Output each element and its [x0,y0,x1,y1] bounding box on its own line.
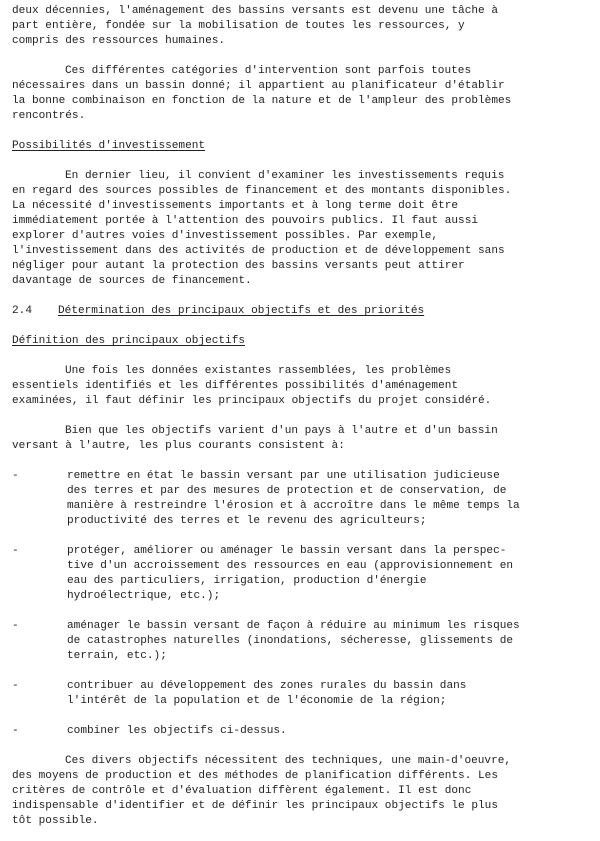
section-title: Détermination des principaux objectifs et des priorités [58,305,425,317]
subheading-text: Possibilités d'investissement [12,140,206,152]
bullet-item [12,679,600,709]
text-line: en regard des sources possibles de financement et des montants disponibles. [12,185,512,197]
text-line: des moyens de production et des méthodes de planification différents. Les [12,770,498,782]
bullet-dash: - [12,680,19,692]
text-line: davantage de sources de financement. [12,275,252,287]
blank-line [12,49,600,64]
text-line: la bonne combinaison en fonction de la nature et de l'ampleur des problèmes [12,95,512,107]
text-line: part entière, fondée sur la mobilisation de toutes les ressources, y [12,20,465,32]
bullet-dash: - [12,725,19,737]
text-line: Bien que les objectifs varient d'un pays à l'autre et d'un bassin [65,425,498,437]
blank-line [12,154,600,169]
paragraph [12,754,600,829]
subheading [12,139,600,154]
blank-line [12,604,600,619]
section-heading [12,304,600,319]
paragraph [12,64,600,124]
text-line: En dernier lieu, il convient d'examiner les investissements requis [65,170,505,182]
subheading [12,334,600,349]
text-line: critères de contrôle et d'évaluation diffèrent également. Il est donc [12,785,472,797]
text-line: examinées, il faut définir les principaux objectifs du projet considéré. [12,395,492,407]
text-line: essentiels identifiés et les différentes possibilités d'aménagement [12,380,459,392]
paragraph [12,424,600,454]
paragraph [12,169,600,289]
paragraph [12,364,600,409]
text-line: des terres et par des mesures de protection et de conservation, de [67,485,507,497]
text-line: eau des particuliers, irrigation, production d'énergie [67,575,427,587]
text-line: versant à l'autre, les plus courants consistent à: [12,440,345,452]
text-line: compris des ressources humaines. [12,35,226,47]
text-line: nécessaires dans un bassin donné; il appartient au planificateur d'établir [12,80,505,92]
text-line: de catastrophes naturelles (inondations, sécheresse, glissements de [67,635,514,647]
bullet-item [12,544,600,604]
blank-line [12,124,600,139]
blank-line [12,409,600,424]
document-page [12,4,600,829]
blank-line [12,454,600,469]
section-number: 2.4 [12,305,32,317]
text-line: explorer d'autres voies d'investissement possibles. Par exemple, [12,230,439,242]
text-line: tive d'un accroissement des ressources en eau (approvisionnement en [67,560,514,572]
blank-line [12,289,600,304]
blank-line [12,349,600,364]
text-line: Une fois les données existantes rassemblées, les problèmes [65,365,452,377]
text-line: combiner les objectifs ci-dessus. [67,725,287,737]
text-line: négliger pour autant la protection des bassins versants peut attirer [12,260,465,272]
bullet-item [12,469,600,529]
blank-line [12,529,600,544]
text-line: protéger, améliorer ou aménager le bassin versant dans la perspec- [67,545,507,557]
text-line: terrain, etc.); [67,650,167,662]
text-line: deux décennies, l'aménagement des bassins versants est devenu une tâche à [12,5,498,17]
blank-line [12,664,600,679]
bullet-dash: - [12,620,19,632]
blank-line [12,709,600,724]
text-line: hydroélectrique, etc.); [67,590,221,602]
bullet-dash: - [12,470,19,482]
text-line: contribuer au développement des zones rurales du bassin dans [67,680,467,692]
text-line: aménager le bassin versant de façon à réduire au minimum les risques [67,620,520,632]
blank-line [12,739,600,754]
text-line: l'investissement dans des activités de production et de développement sans [12,245,505,257]
text-line: remettre en état le bassin versant par une utilisation judicieuse [67,470,500,482]
paragraph [12,4,600,49]
text-line: Ces divers objectifs nécessitent des techniques, une main-d'oeuvre, [65,755,512,767]
text-line: rencontrés. [12,110,86,122]
text-line: l'intérêt de la population et de l'économie de la région; [67,695,447,707]
text-line: tôt possible. [12,815,99,827]
text-line: Ces différentes catégories d'intervention sont parfois toutes [65,65,472,77]
subheading-text: Définition des principaux objectifs [12,335,246,347]
text-line: manière à restreindre l'érosion et à accroître dans le même temps la [67,500,520,512]
bullet-dash: - [12,545,19,557]
blank-line [12,319,600,334]
text-line: productivité des terres et le revenu des agriculteurs; [67,515,427,527]
bullet-item [12,724,600,739]
text-line: La nécessité d'investissements importants et à long terme doit être [12,200,459,212]
text-line: indispensable d'identifier et de définir les principaux objectifs le plus [12,800,498,812]
text-line: immédiatement portée à l'attention des pouvoirs publics. Il faut aussi [12,215,479,227]
bullet-item [12,619,600,664]
